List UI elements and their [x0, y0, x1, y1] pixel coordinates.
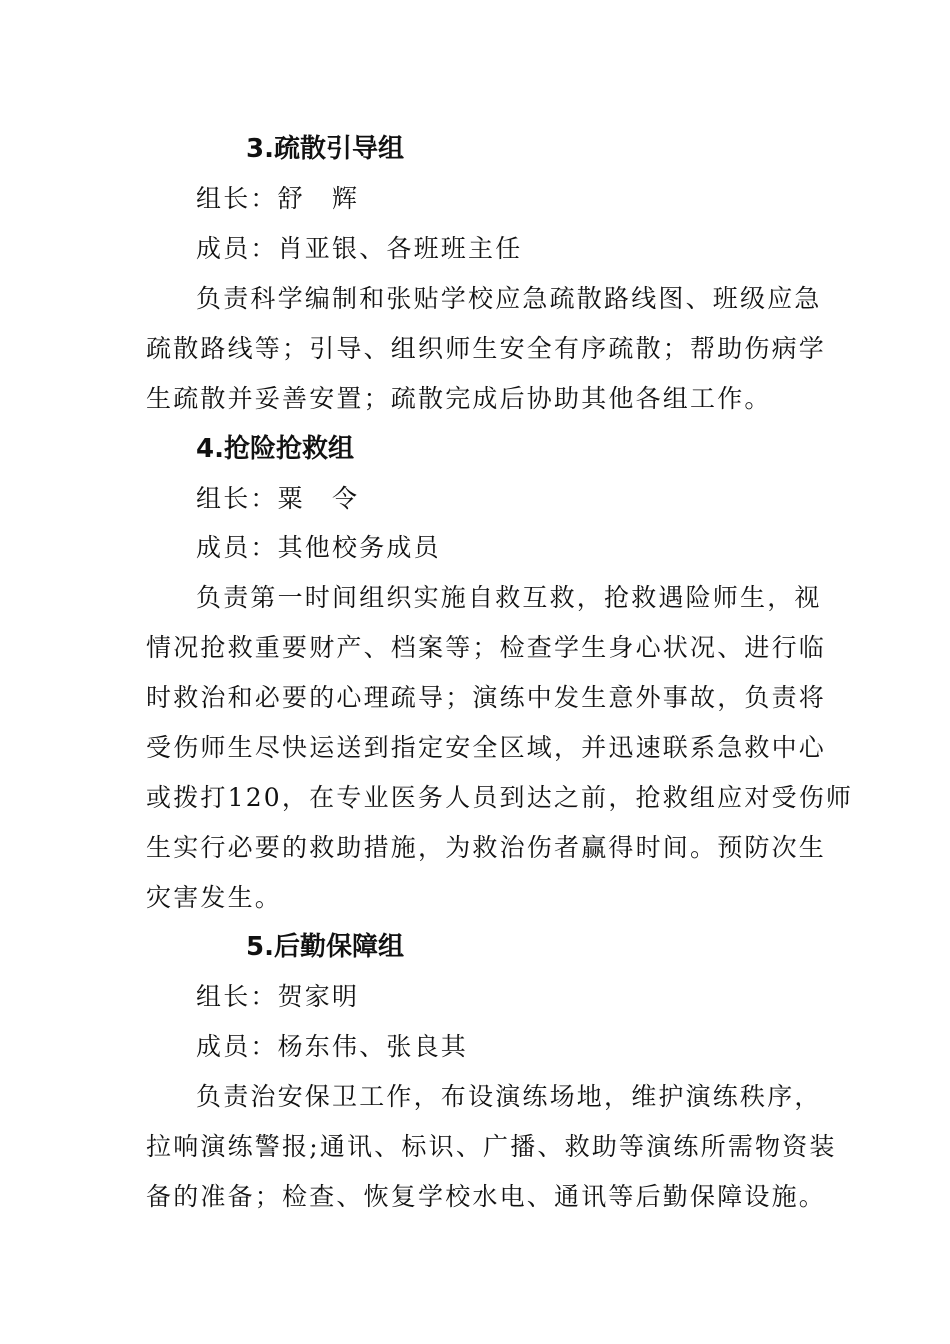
section-4-desc-line: 或拨打120，在专业医务人员到达之前，抢救组应对受伤师	[146, 783, 854, 812]
section-4-leader: 组长：粟 令	[196, 484, 360, 513]
section-4-desc-line: 负责第一时间组织实施自救互救，抢救遇险师生，视	[196, 583, 822, 612]
section-4-desc-line: 时救治和必要的心理疏导；演练中发生意外事故，负责将	[146, 683, 827, 712]
section-5-heading: 5.后勤保障组	[246, 932, 404, 962]
section-3-desc-line: 生疏散并妥善安置；疏散完成后协助其他各组工作。	[146, 384, 772, 413]
section-4-desc-line: 受伤师生尽快运送到指定安全区域，并迅速联系急救中心	[146, 733, 827, 762]
section-5-desc-line: 拉响演练警报;通讯、标识、广播、救助等演练所需物资装	[146, 1132, 837, 1161]
section-5-members: 成员：杨东伟、张良其	[196, 1032, 469, 1061]
section-5-leader: 组长：贺家明	[196, 982, 360, 1011]
section-4-heading: 4.抢险抢救组	[196, 434, 354, 464]
section-3-desc-line: 负责科学编制和张贴学校应急疏散路线图、班级应急	[196, 284, 822, 313]
section-4-desc-line: 生实行必要的救助措施，为救治伤者赢得时间。预防次生	[146, 833, 827, 862]
section-3-desc-line: 疏散路线等；引导、组织师生安全有序疏散；帮助伤病学	[146, 334, 827, 363]
section-4-desc-line: 情况抢救重要财产、档案等；检查学生身心状况、进行临	[146, 633, 827, 662]
section-5-desc-line: 备的准备；检查、恢复学校水电、通讯等后勤保障设施。	[146, 1182, 827, 1211]
section-3-members: 成员：肖亚银、各班班主任	[196, 234, 523, 263]
section-3-heading: 3.疏散引导组	[246, 134, 404, 164]
section-4-desc-line: 灾害发生。	[146, 883, 283, 912]
section-4-members: 成员：其他校务成员	[196, 533, 441, 562]
section-3-leader: 组长：舒 辉	[196, 184, 360, 213]
section-5-desc-line: 负责治安保卫工作，布设演练场地，维护演练秩序，	[196, 1082, 822, 1111]
